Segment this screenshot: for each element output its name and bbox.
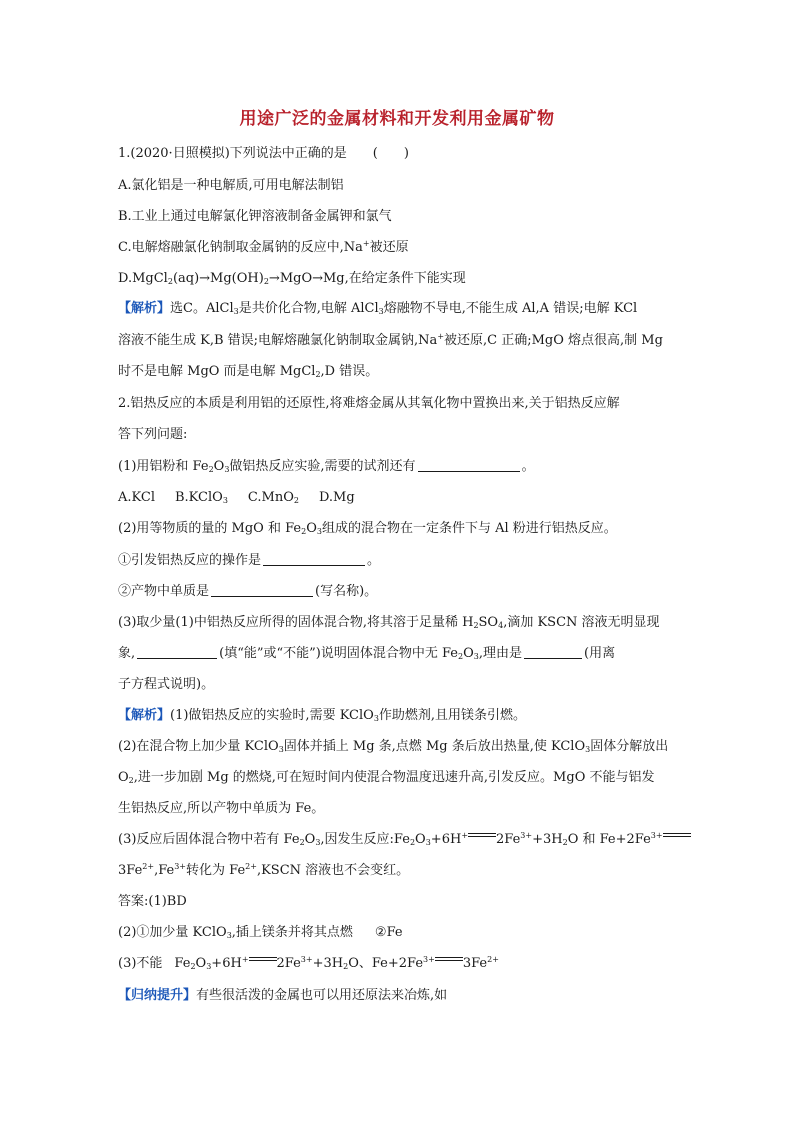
answer-line-1: 答案:(1)BD — [118, 894, 187, 909]
answer-line-2: (2)①加少量 KClO$_3$,插上镁条并将其点燃 ②Fe — [118, 925, 403, 940]
analysis-tag: 【解析】 — [118, 301, 171, 316]
answer-blank — [524, 645, 582, 659]
q2-part-1-options: A.KCl B.KClO$_3$ C.MnO$_2$ D.Mg — [118, 490, 355, 505]
equals-sign — [468, 831, 496, 841]
q1-stem: 1.(2020·日照模拟)下列说法中正确的是 ( ) — [118, 146, 409, 161]
equals-sign — [249, 955, 277, 965]
summary-tag: 【归纳提升】 — [118, 988, 197, 1003]
equals-sign — [663, 831, 691, 841]
q1-analysis-line-2: 溶液不能生成 K,B 错误;电解熔融氯化钠制取金属钠,Na+被还原,C 正确;MgO 熔点很高,制 Mg — [118, 332, 663, 348]
q1-analysis-line-3: 时不是电解 MgO 而是电解 MgCl$_2$,D 错误。 — [118, 364, 379, 379]
summary-line: 【归纳提升】有些很活泼的金属也可以用还原法来冶炼,如 — [118, 988, 448, 1003]
q1-option-d: $D.MgCl_2(aq)\to Mg(OH)_2\to MgO\to Mg$,在给定条件下能实现 — [118, 271, 466, 286]
q2-part-1: (1)用铝粉和 $Fe_2O_3$做铝热反应实验,需要的试剂还有 。 — [118, 459, 535, 474]
q2-part-2b: ②产物中单质是 (写名称)。 — [118, 584, 378, 599]
q2-part-2: (2)用等物质的量的 MgO 和 $Fe_2O_3$组成的混合物在一定条件下与 Al 粉进行铝热反应。 — [118, 521, 617, 536]
q2-part-3-line-3: 子方程式说明)。 — [118, 677, 215, 692]
q2-analysis-line-5: (3)反应后固体混合物中若有 $Fe_2O_3$,因发生反应$:Fe_2O_3+6H^+$ $2Fe^{3+}+3H_2O$ 和 $Fe+2Fe^{3+}$ — [118, 831, 691, 849]
answer-blank — [211, 583, 313, 597]
q2-stem-line-1: 2.铝热反应的本质是利用铝的还原性,将难熔金属从其氧化物中置换出来,关于铝热反应解 — [118, 396, 620, 411]
answer-blank — [263, 552, 365, 566]
answer-line-3: (3)不能 $Fe_2O_3+6H^+$ $2Fe^{3+}+3H_2O$、$Fe+2Fe^{3+}$ $3Fe^{2+}$ — [118, 955, 499, 971]
page-title: 用途广泛的金属材料和开发利用金属矿物 — [239, 109, 555, 129]
q2-analysis-line-6: $3Fe^{2+},Fe^{3+}$转化为 $Fe^{2+},KSCN$ 溶液也不会变红。 — [118, 862, 410, 878]
q1-option-a: A.氯化铝是一种电解质,可用电解法制铝 — [118, 178, 344, 193]
q1-option-c: C.电解熔融氯化钠制取金属钠的反应中,Na+被还原 — [118, 239, 409, 255]
q2-analysis-line-4: 生铝热反应,所以产物中单质为 Fe。 — [118, 801, 325, 816]
q2-part-3-line-2: 象, (填“能”或“不能”)说明固体混合物中无 $Fe_2O_3$,理由是 (用离 — [118, 646, 616, 661]
analysis-tag: 【解析】 — [118, 708, 171, 723]
q2-analysis-line-1: 【解析】(1)做铝热反应的实验时,需要 KClO$_3$作助燃剂,且用镁条引燃。 — [118, 708, 527, 723]
q2-analysis-line-2: (2)在混合物上加少量 KClO$_3$固体并插上 Mg 条,点燃 Mg 条后放出热量,使 KClO$_3$固体分解放出 — [118, 739, 669, 754]
q2-part-2a: ①引发铝热反应的操作是 。 — [118, 553, 381, 568]
answer-blank — [418, 458, 520, 472]
q1-analysis-line-1: 【解析】选C。AlCl$_3$是共价化合物,电解 AlCl$_3$熔融物不导电,不能生成 Al,A 错误;电解 KCl — [118, 301, 638, 316]
equals-sign — [435, 955, 463, 965]
answer-blank — [137, 645, 217, 659]
q1-option-b: B.工业上通过电解氯化钾溶液制备金属钾和氯气 — [118, 209, 392, 224]
q2-analysis-line-3: $O_2$,进一步加剧 Mg 的燃烧,可在短时间内使混合物温度迅速升高,引发反应。MgO 不能与铝发 — [118, 770, 655, 785]
q2-part-3-line-1: (3)取少量(1)中铝热反应所得的固体混合物,将其溶于足量稀 $H_2SO_4$,滴加 KSCN 溶液无明显现 — [118, 615, 660, 630]
q2-stem-line-2: 答下列问题: — [118, 427, 188, 442]
